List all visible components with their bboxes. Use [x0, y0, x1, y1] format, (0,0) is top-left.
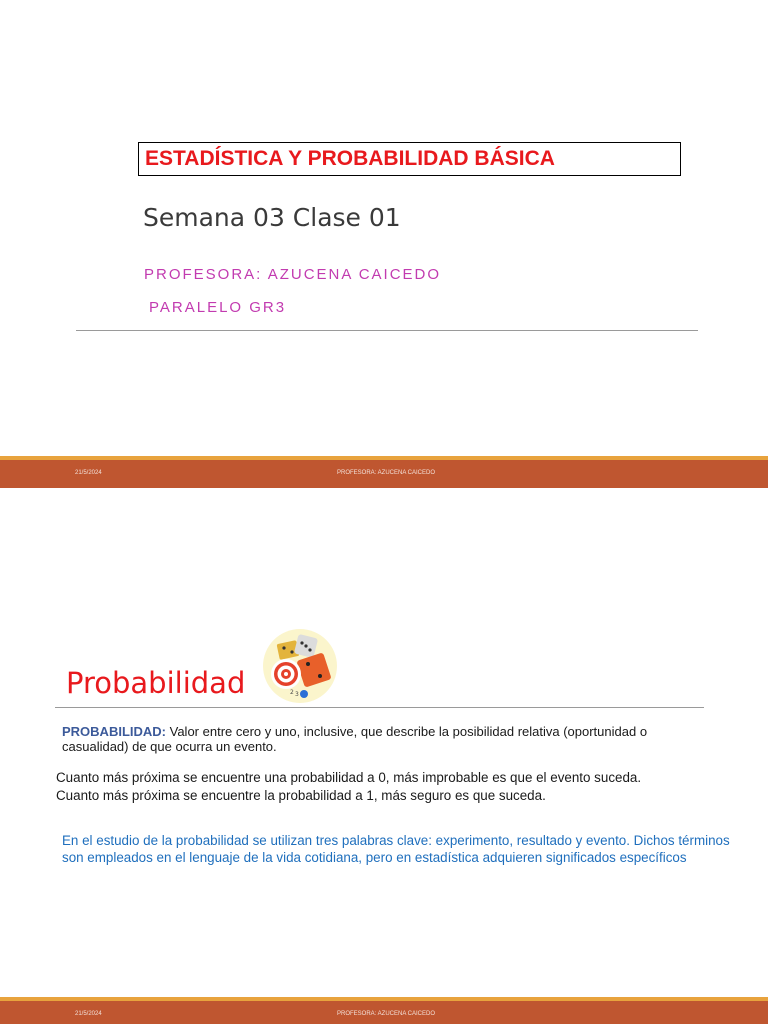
- svg-text:3: 3: [295, 691, 299, 698]
- footer-author: PROFESORA: AZUCENA CAICEDO: [337, 1011, 436, 1017]
- definition-term: PROBABILIDAD:: [62, 724, 166, 739]
- professor-name: PROFESORA: AZUCENA CAICEDO: [144, 266, 442, 283]
- slide-title: Probabilidad: [66, 666, 246, 700]
- paragraph-probability-scale: Cuanto más próxima se encuentre una probabilidad a 0, más improbable es que el evento suceda. Cuanto más próxima se encuentre la probabilidad a 1, más seguro es que suceda.: [56, 770, 642, 803]
- slide-1: [0, 0, 768, 488]
- dice-target-icon: [262, 628, 338, 704]
- slide-2: [0, 488, 768, 1024]
- paralelo-label: PARALELO GR3: [149, 299, 287, 316]
- svg-text:2: 2: [290, 689, 294, 696]
- footer-date: 21/5/2024: [75, 1011, 102, 1017]
- slide-footer: [0, 456, 768, 488]
- definition-block: [62, 724, 712, 754]
- footer-date: 21/5/2024: [75, 470, 102, 476]
- course-title: ESTADÍSTICA Y PROBABILIDAD BÁSICA: [138, 142, 681, 176]
- definition-text: Valor entre cero y uno, inclusive, que describe la posibilidad relativa (oportunidad o casualidad) de que ocurra un evento.: [62, 724, 648, 754]
- slide-footer: [0, 997, 768, 1024]
- footer-author: PROFESORA: AZUCENA CAICEDO: [337, 470, 436, 476]
- divider-line: [76, 330, 698, 331]
- paragraph-key-words: En el estudio de la probabilidad se utilizan tres palabras clave: experimento, resultado y evento. Dichos términos son empleados en el lenguaje de la vida cotidiana, pero en estadística adquieren significados específicos: [62, 833, 730, 865]
- divider-line: [55, 707, 704, 708]
- session-subtitle: Semana 03 Clase 01: [143, 203, 401, 232]
